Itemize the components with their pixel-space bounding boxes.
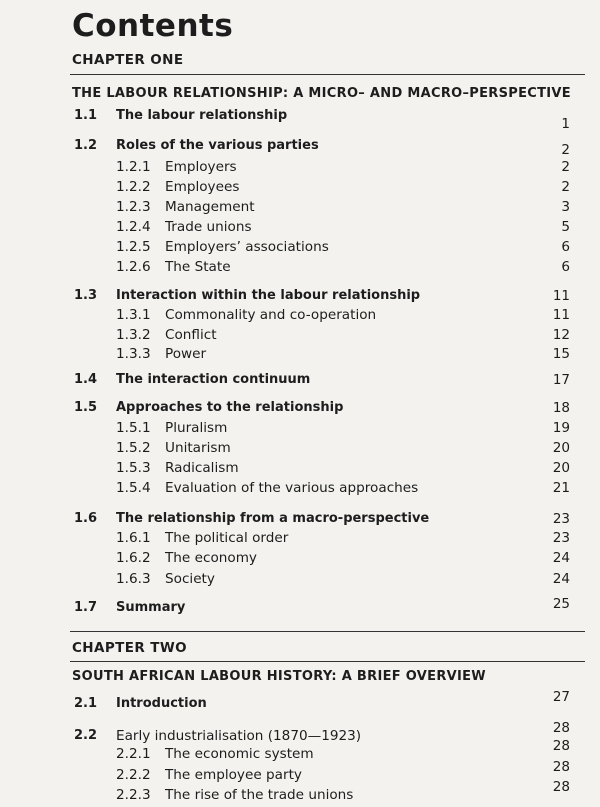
entry-page: 17 bbox=[552, 372, 570, 388]
entry-page: 21 bbox=[552, 480, 570, 496]
entry-page: 24 bbox=[552, 571, 570, 587]
entry-page: 11 bbox=[552, 288, 570, 304]
entry-label: Evaluation of the various approaches bbox=[165, 480, 419, 496]
toc-entry bbox=[0, 440, 600, 460]
entry-page: 6 bbox=[561, 239, 570, 255]
entry-label: Commonality and co-operation bbox=[165, 307, 377, 323]
entry-page: 6 bbox=[561, 259, 570, 275]
chapter-divider bbox=[70, 74, 585, 75]
toc-entry bbox=[0, 288, 600, 308]
entry-label: Introduction bbox=[116, 696, 207, 711]
entry-label: Employers bbox=[165, 159, 237, 175]
entry-page: 25 bbox=[552, 596, 570, 612]
entry-number: 1.6.3 bbox=[116, 571, 151, 587]
entry-number: 1.2.5 bbox=[116, 239, 151, 255]
entry-number: 1.3.2 bbox=[116, 327, 151, 343]
entry-page: 23 bbox=[552, 530, 570, 546]
entry-label: The employee party bbox=[165, 767, 302, 783]
entry-number: 1.3.1 bbox=[116, 307, 151, 323]
entry-page: 2 bbox=[561, 142, 570, 158]
entry-number: 1.5 bbox=[74, 400, 98, 415]
entry-number: 1.2 bbox=[74, 138, 98, 153]
entry-label: The interaction continuum bbox=[116, 372, 311, 387]
entry-page: 2 bbox=[561, 179, 570, 195]
entry-label: The labour relationship bbox=[116, 108, 288, 123]
chapter-label: CHAPTER TWO bbox=[72, 640, 188, 656]
entry-number: 1.2.1 bbox=[116, 159, 151, 175]
entry-label: Power bbox=[165, 346, 207, 362]
entry-page: 5 bbox=[561, 219, 570, 235]
entry-page: 28 bbox=[552, 759, 570, 775]
entry-page: 19 bbox=[552, 420, 570, 436]
entry-page: 23 bbox=[552, 511, 570, 527]
toc-entry bbox=[0, 720, 600, 748]
entry-number: 1.4 bbox=[74, 372, 98, 387]
entry-label: The economic system bbox=[165, 746, 314, 762]
entry-page: 28 bbox=[552, 779, 570, 795]
toc-entry bbox=[0, 108, 600, 132]
toc-entry bbox=[0, 179, 600, 199]
entry-number: 1.5.2 bbox=[116, 440, 151, 456]
chapter-title: SOUTH AFRICAN LABOUR HISTORY: A BRIEF OVERVIEW bbox=[72, 669, 486, 684]
toc-entry bbox=[0, 372, 600, 392]
entry-label: Pluralism bbox=[165, 420, 228, 436]
entry-label: Unitarism bbox=[165, 440, 231, 456]
entry-page: 20 bbox=[552, 460, 570, 476]
toc-entry bbox=[0, 480, 600, 500]
entry-page: 2 bbox=[561, 159, 570, 175]
toc-entry bbox=[0, 239, 600, 259]
entry-label: Interaction within the labour relationship bbox=[116, 288, 421, 303]
toc-entry bbox=[0, 779, 600, 807]
page-title: Contents bbox=[72, 8, 234, 44]
toc-entry bbox=[0, 327, 600, 347]
toc-entry bbox=[0, 738, 600, 766]
entry-label: Trade unions bbox=[165, 219, 252, 235]
entry-page: 27 bbox=[552, 689, 570, 705]
entry-number: 1.3 bbox=[74, 288, 98, 303]
entry-number: 1.2.3 bbox=[116, 199, 151, 215]
entry-label: Early industrialisation (1870—1923) bbox=[116, 728, 362, 744]
entry-label: The relationship from a macro-perspective bbox=[116, 511, 430, 526]
entry-page: 28 bbox=[552, 738, 570, 754]
toc-entry bbox=[0, 199, 600, 219]
entry-number: 2.2 bbox=[74, 728, 98, 743]
entry-number: 1.5.4 bbox=[116, 480, 151, 496]
entry-label: The economy bbox=[165, 550, 257, 566]
entry-page: 11 bbox=[552, 307, 570, 323]
toc-entry bbox=[0, 420, 600, 440]
toc-entry bbox=[0, 219, 600, 239]
chapter-divider bbox=[70, 631, 585, 632]
entry-label: Employers’ associations bbox=[165, 239, 329, 255]
entry-number: 1.3.3 bbox=[116, 346, 151, 362]
toc-entry bbox=[0, 400, 600, 420]
entry-number: 1.1 bbox=[74, 108, 98, 123]
entry-label: The rise of the trade unions bbox=[165, 787, 354, 803]
entry-number: 1.6.1 bbox=[116, 530, 151, 546]
entry-number: 2.2.2 bbox=[116, 767, 151, 783]
entry-page: 15 bbox=[552, 346, 570, 362]
chapter-divider bbox=[70, 661, 585, 662]
entry-label: Employees bbox=[165, 179, 240, 195]
entry-number: 1.7 bbox=[74, 600, 98, 615]
chapter-title: THE LABOUR RELATIONSHIP: A MICRO– AND MACRO–PERSPECTIVE bbox=[72, 86, 571, 101]
entry-number: 1.5.1 bbox=[116, 420, 151, 436]
entry-number: 1.5.3 bbox=[116, 460, 151, 476]
entry-number: 2.2.1 bbox=[116, 746, 151, 762]
toc-entry bbox=[0, 689, 600, 716]
entry-label: Radicalism bbox=[165, 460, 239, 476]
entry-label: Conflict bbox=[165, 327, 217, 343]
entry-page: 3 bbox=[561, 199, 570, 215]
entry-number: 2.1 bbox=[74, 696, 98, 711]
entry-label: Management bbox=[165, 199, 255, 215]
toc-entry bbox=[0, 138, 600, 158]
entry-page: 28 bbox=[552, 720, 570, 736]
toc-entry bbox=[0, 530, 600, 550]
toc-entry bbox=[0, 596, 600, 620]
entry-number: 2.2.3 bbox=[116, 787, 151, 803]
entry-number: 1.2.2 bbox=[116, 179, 151, 195]
toc-entry bbox=[0, 759, 600, 787]
entry-label: Summary bbox=[116, 600, 186, 615]
entry-label: The State bbox=[165, 259, 231, 275]
toc-entry bbox=[0, 307, 600, 327]
toc-entry bbox=[0, 259, 600, 279]
toc-entry bbox=[0, 511, 600, 531]
entry-label: Society bbox=[165, 571, 215, 587]
entry-number: 1.6 bbox=[74, 511, 98, 526]
chapter-label: CHAPTER ONE bbox=[72, 52, 184, 68]
entry-number: 1.2.6 bbox=[116, 259, 151, 275]
toc-entry bbox=[0, 346, 600, 366]
toc-entry bbox=[0, 550, 600, 570]
entry-page: 20 bbox=[552, 440, 570, 456]
entry-page: 1 bbox=[561, 116, 570, 132]
entry-label: The political order bbox=[165, 530, 289, 546]
entry-page: 24 bbox=[552, 550, 570, 566]
entry-label: Roles of the various parties bbox=[116, 138, 319, 153]
entry-page: 12 bbox=[552, 327, 570, 343]
entry-number: 1.2.4 bbox=[116, 219, 151, 235]
toc-entry bbox=[0, 159, 600, 179]
entry-number: 1.6.2 bbox=[116, 550, 151, 566]
entry-label: Approaches to the relationship bbox=[116, 400, 344, 415]
entry-page: 18 bbox=[552, 400, 570, 416]
toc-entry bbox=[0, 571, 600, 591]
toc-entry bbox=[0, 460, 600, 480]
